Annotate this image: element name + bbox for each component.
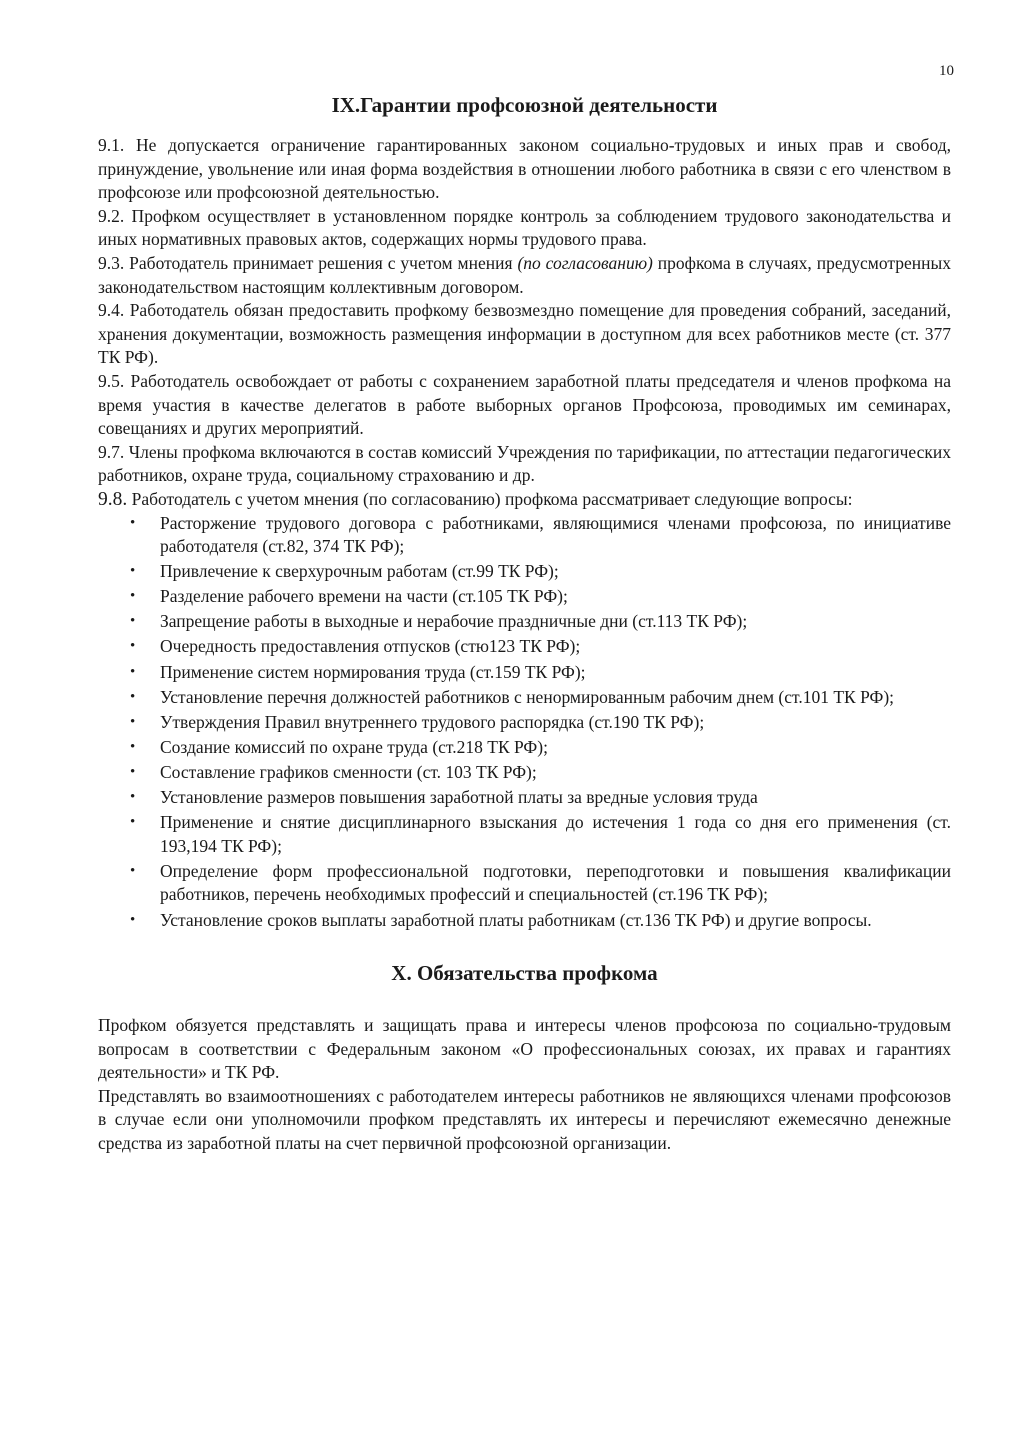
paragraph-9-8 [98, 488, 951, 512]
list-item [130, 661, 951, 685]
list-item [130, 512, 951, 559]
bullet-icon: • [130, 814, 136, 831]
list-item-text: Создание комиссий по охране труда (ст.218 ТК РФ); [160, 736, 548, 757]
document-body [98, 90, 951, 1156]
bullet-icon: • [130, 688, 136, 705]
list-item-text: Определение форм профессиональной подготовки, переподготовки и повышения квалификации работников, перечень необходимых профессий и специальностей (ст.196 ТК РФ); [160, 860, 951, 905]
paragraph-10-1: Профком обязуется представлять и защищать права и интересы членов профсоюза по социально-трудовым вопросам в соответствии с Федеральным законом «О профессиональных союзах, их правах и гарантиях деятельности» и ТК РФ. [98, 1015, 951, 1083]
bullet-icon: • [130, 911, 136, 928]
list-item [130, 786, 951, 810]
paragraph-9-3 [98, 252, 951, 299]
section-10-title: X. Обязательства профкома [391, 961, 658, 986]
paragraph-9-2: 9.2. Профком осуществляет в установленном порядке контроль за соблюдением трудового законодательства и иных нормативных правовых актов, содержащих нормы трудового права. [98, 205, 951, 250]
list-item-text: Установление размеров повышения заработной платы за вредные условия труда [160, 787, 758, 808]
bullet-icon: • [130, 638, 136, 655]
list-item-text: Запрещение работы в выходные и нерабочие праздничные дни (ст.113 ТК РФ); [160, 611, 748, 632]
list-item [130, 909, 951, 933]
paragraph-9-3-start: 9.3. Работодатель принимает решения с учетом мнения [98, 252, 518, 273]
bullet-icon: • [130, 862, 136, 879]
list-item-text: Расторжение трудового договора с работниками, являющимися членами профсоюза, по инициативе работодателя (ст.82, 374 ТК РФ); [160, 512, 951, 557]
bullet-icon: • [130, 514, 136, 531]
paragraph-9-3-end: профкома в случаях, предусмотренных законодательством настоящим коллективным договором. [98, 252, 951, 297]
bullet-icon: • [130, 713, 136, 730]
issue-list [98, 512, 951, 933]
bullet-icon: • [130, 613, 136, 630]
list-item-text: Утверждения Правил внутреннего трудового распорядка (ст.190 ТК РФ); [160, 711, 705, 732]
list-item [130, 686, 951, 710]
list-item-text: Установление перечня должностей работников с ненормированным рабочим днем (ст.101 ТК РФ); [160, 686, 895, 707]
bullet-icon: • [130, 789, 136, 806]
paragraph-9-4: 9.4. Работодатель обязан предоставить профкому безвозмездно помещение для проведения собраний, заседаний, хранения документации, возможность размещения информации в доступном для всех работников месте (ст. 377 ТК РФ). [98, 300, 951, 368]
section-9-title: IX.Гарантии профсоюзной деятельности [331, 93, 718, 117]
list-item [130, 761, 951, 785]
paragraph-9-8-number: 9.8. [98, 488, 128, 510]
paragraph-9-1: 9.1. Не допускается ограничение гарантированных законом социально-трудовых и иных прав и свобод, принуждение, увольнение или иная форма воздействия в отношении любого работника в связи с его членством в профсоюзе или профсоюзной деятельностью. [98, 135, 951, 203]
list-item [130, 736, 951, 760]
list-item [130, 711, 951, 735]
paragraph-9-3-italic: (по согласованию) [517, 252, 653, 273]
bullet-icon: • [130, 588, 136, 605]
paragraph-10-2: Представлять во взаимоотношениях с работодателем интересы работников не являющихся членами профсоюзов в случае если они уполномочили профком представлять их интересы и перечисляют ежемесячно денежные средства из заработной платы на счет первичной профсоюзной организации. [98, 1085, 951, 1154]
bullet-icon: • [130, 738, 136, 755]
bullet-icon: • [130, 663, 136, 680]
list-item-text: Составление графиков сменности (ст. 103 ТК РФ); [160, 761, 537, 782]
list-item [130, 635, 951, 659]
list-item-text: Установление сроков выплаты заработной платы работникам (ст.136 ТК РФ) и другие вопросы. [160, 909, 872, 930]
list-item-text: Привлечение к сверхурочным работам (ст.99 ТК РФ); [160, 561, 559, 582]
paragraph-9-5: 9.5. Работодатель освобождает от работы с сохранением заработной платы председателя и членов профкома на время участия в качестве делегатов в работе выборных органов Профсоюза, проводимых им семинарах, совещаниях и других мероприятий. [98, 370, 951, 439]
bullet-icon: • [130, 763, 136, 780]
list-item-text: Очередность предоставления отпусков (стю123 ТК РФ); [160, 636, 581, 657]
paragraph-9-8-text: Работодатель с учетом мнения (по согласованию) профкома рассматривает следующие вопросы: [127, 488, 853, 509]
bullet-icon: • [130, 563, 136, 580]
list-item [130, 560, 951, 584]
page-number: 10 [939, 63, 954, 79]
list-item-text: Применение и снятие дисциплинарного взыскания до истечения 1 года со дня его применения (ст. 193,194 ТК РФ); [160, 812, 951, 856]
list-item [130, 860, 951, 907]
list-item [130, 811, 951, 858]
paragraph-9-7: 9.7. Члены профкома включаются в состав комиссий Учреждения по тарификации, по аттестации педагогических работников, охране труда, социальному страхованию и др. [98, 441, 951, 486]
list-item [130, 585, 951, 609]
list-item-text: Разделение рабочего времени на части (ст.105 ТК РФ); [160, 586, 568, 607]
list-item-text: Применение систем нормирования труда (ст.159 ТК РФ); [160, 661, 586, 682]
list-item [130, 610, 951, 634]
